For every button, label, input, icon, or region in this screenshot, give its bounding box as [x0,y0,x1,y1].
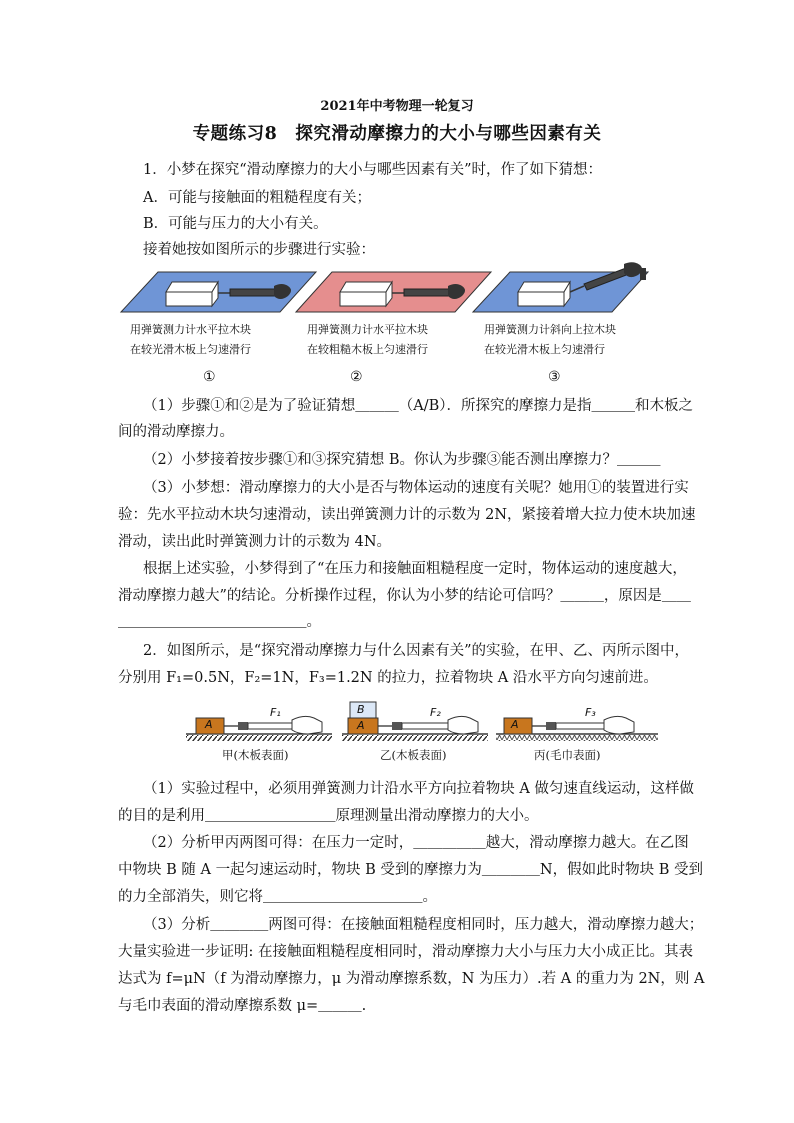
wood-surface-yi [342,735,488,741]
fig2-label-b-yi: B [357,703,365,716]
q2-part3-line3: 达式为 f=μN（f 为滑动摩擦力，μ 为滑动摩擦系数，N 为压力）.若 A 的重力为 2N，则 A [118,971,705,987]
hand-jia [292,716,322,734]
spring-scale-jia [248,723,292,729]
fig1-step-number-3: ③ [548,369,561,385]
q2-part3-line2: 大量实验进一步证明: 在接触面粗糙程度相同时，滑动摩擦力大小与压力大小成正比。其表 [118,944,693,960]
wood-block-1 [166,282,218,306]
q2-part1-line2: 的目的是利用＿＿＿＿＿＿＿＿＿原理测量出滑动摩擦力的大小。 [118,808,539,824]
wood-block-2 [340,282,392,306]
document-title: 2021年中考物理一轮复习 [320,99,474,114]
hand-bing [604,716,634,734]
q1-part3-line1: （3）小梦想：滑动摩擦力的大小是否与物体运动的速度有关呢？她用①的装置进行实 [143,480,689,496]
fig2-caption-jia: 甲(木板表面) [222,748,289,762]
q2-part2-line3: 的力全部消失，则它将＿＿＿＿＿＿＿＿＿＿＿。 [118,889,437,905]
document-subtitle: 专题练习8 探究滑动摩擦力的大小与哪些因素有关 [192,124,602,144]
q2-part1-line1: （1）实验过程中，必须用弹簧测力计沿水平方向拉着物块 A 做匀速直线运动，这样做 [143,781,694,797]
q2-experiment-figure [182,700,672,750]
q1-intro: 1．小梦在探究“滑动摩擦力的大小与哪些因素有关”时，作了如下猜想： [143,162,603,178]
q2-part3-line4: 与毛巾表面的滑动摩擦系数 μ=＿＿＿. [118,998,367,1014]
spring-scale-yi [402,723,448,729]
q1-part2: （2）小梦接着按步骤①和③探究猜想 B。你认为步骤③能否测出摩擦力？＿＿＿ [143,452,661,468]
fig1-caption-1-line2: 在较光滑木板上匀速滑行 [130,343,251,356]
q1-part4-line3: ＿＿＿＿＿＿＿＿＿＿＿＿＿。 [118,614,321,630]
fig2-caption-yi: 乙(木板表面) [380,748,447,762]
fig2-label-f1: F₁ [270,706,281,719]
fig1-caption-1-line1: 用弹簧测力计水平拉木块 [130,323,251,336]
hand-yi [448,716,478,734]
fig2-label-a-yi: A [357,719,365,732]
fig1-caption-2-line2: 在较粗糙木板上匀速滑行 [307,343,428,356]
fig1-caption-2-line1: 用弹簧测力计水平拉木块 [307,323,428,336]
fig1-caption-3-line1: 用弹簧测力计斜向上拉木块 [484,323,616,336]
fig1-caption-3-line2: 在较光滑木板上匀速滑行 [484,343,605,356]
q1-guess-b: B．可能与压力的大小有关。 [143,216,328,232]
q2-part3-line1: （3）分析＿＿＿＿两图可得：在接触面粗糙程度相同时，压力越大，滑动摩擦力越大； [143,917,704,933]
fig2-label-f2: F₂ [430,706,441,719]
wood-surface-jia [186,735,332,741]
towel-surface-bing [496,735,658,741]
fig2-label-a-bing: A [511,718,519,731]
wood-block-3 [518,282,570,306]
fig1-step-number-2: ② [350,369,363,385]
q1-part1-line1: （1）步骤①和②是为了验证猜想＿＿＿（A/B）．所探究的摩擦力是指＿＿＿和木板之 [143,398,693,414]
q1-experiment-figure [118,262,658,318]
q1-part3-line2: 验：先水平拉动木块匀速滑动，读出弹簧测力计的示数为 2N，紧接着增大拉力使木块加速 [118,507,696,523]
fig2-label-a-jia: A [205,718,213,731]
fig2-caption-bing: 丙(毛巾表面) [534,748,601,762]
fig1-step-number-1: ① [203,369,216,385]
q2-intro-line2: 分别用 F₁=0.5N，F₂=1N，F₃=1.2N 的拉力，拉着物块 A 沿水平方向匀速前进。 [118,670,658,686]
q1-guess-a: A．可能与接触面的粗糙程度有关； [143,190,371,206]
q2-intro-line1: 2．如图所示，是“探究滑动摩擦力与什么因素有关”的实验，在甲、乙、丙所示图中， [143,643,690,659]
fig2-label-f3: F₃ [585,706,596,719]
q1-part4-line1: 根据上述实验，小梦得到了“在压力和接触面粗糙程度一定时，物体运动的速度越大， [143,561,687,577]
q1-part4-line2: 滑动摩擦力越大”的结论。分析操作过程，你认为小梦的结论可信吗？＿＿＿，原因是＿＿ [118,588,691,604]
q1-steps-intro: 接着她按如图所示的步骤进行实验： [143,242,375,258]
q2-part2-line2: 中物块 B 随 A 一起匀速运动时，物块 B 受到的摩擦力为＿＿＿＿N，假如此时物块 B 受到 [118,862,703,878]
spring-scale-bing [556,723,604,729]
q1-part3-line3: 滑动，读出此时弹簧测力计的示数为 4N。 [118,534,392,550]
q1-part1-line2: 间的滑动摩擦力。 [118,424,234,440]
q2-part2-line1: （2）分析甲丙两图可得：在压力一定时，＿＿＿＿＿越大，滑动摩擦力越大。在乙图 [143,835,689,851]
